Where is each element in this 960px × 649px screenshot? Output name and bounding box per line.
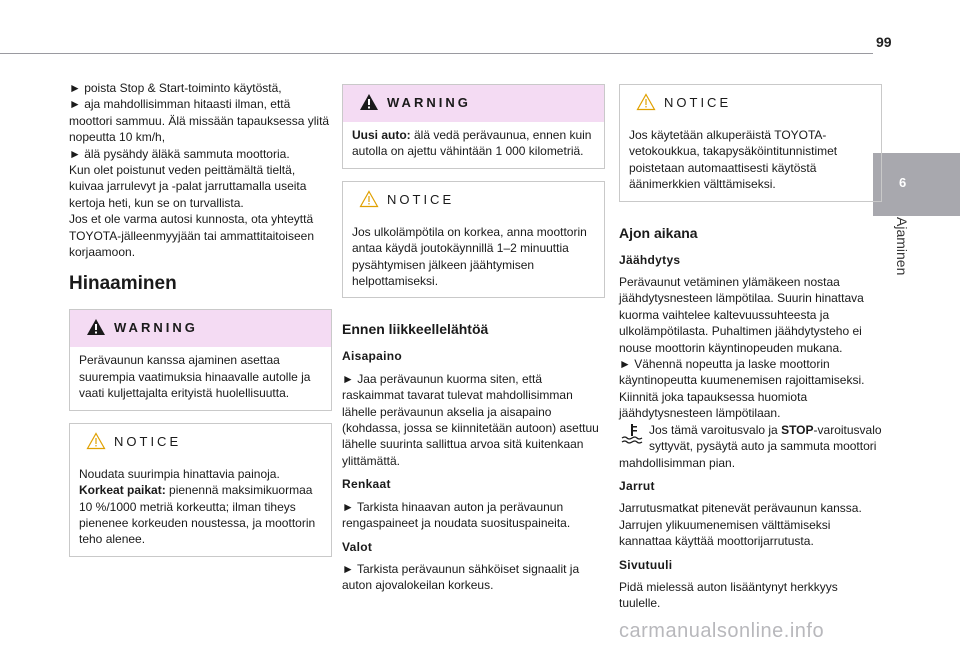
column-1 <box>69 80 332 569</box>
subsection-title: Sivutuuli <box>619 557 673 572</box>
notice-text-line: Noudata suurimpia hinattavia painoja. <box>79 466 280 481</box>
warning-box <box>342 84 605 169</box>
notice-text: Jos käytetään alkuperäistä TOYOTA-vetokoukkua, takapysäköintitunnistimet poistetaan automaattisesti käytöstä äänimerkkien välttämiseksi. <box>629 128 838 192</box>
subsection-text: Jarrutusmatkat pitenevät perävaunun kanssa. Jarrujen ylikuumenemisen välttämiseksi kannattaa käyttää moottorijarrutusta. <box>619 501 862 549</box>
subsection-text: Pidä mielessä auton lisääntynyt herkkyys tuulelle. <box>619 579 838 611</box>
chapter-label <box>880 217 930 297</box>
subsection-text: ► Vähennä nopeutta ja laske moottorin käyntinopeutta kuumenemisen rajoittamiseksi. Kiinnitä joka tapauksessa huomiota jäähdytysnesteen lämpötilaan. <box>619 357 865 421</box>
column-2 <box>342 84 605 594</box>
warning-bold: Uusi auto: <box>352 128 411 142</box>
warning-icon <box>86 318 106 336</box>
warning-light-text-rest: -varoitusvalo syttyvät, pysäytä auto ja sammuta moottori mahdollisimman pian. <box>619 422 882 470</box>
header-rule <box>0 53 873 54</box>
warning-text <box>343 122 604 160</box>
warning-title: WARNING <box>114 320 198 336</box>
notice-text <box>70 461 331 548</box>
warning-light-text: Jos tämä varoitusvalo ja <box>649 422 782 437</box>
chapter-title: Ajaminen <box>894 217 910 276</box>
notice-icon <box>86 432 106 450</box>
subsection-title: Jarrut <box>619 478 655 493</box>
intro-line: Jos et ole varma autosi kunnosta, ota yhteyttä TOYOTA-jälleenmyyjään tai ammattitaitoiseen korjaamoon. <box>69 212 314 260</box>
subsection-text: ► Tarkista perävaunun sähköiset signaalit ja auton ajovalokeilan korkeus. <box>342 561 580 593</box>
column-3 <box>619 84 882 612</box>
subsection-title: Valot <box>342 539 373 554</box>
warning-box <box>69 309 332 410</box>
subsection-title: Jäähdytys <box>619 252 681 267</box>
notice-icon <box>636 93 656 111</box>
warning-text-rest: älä vedä perävaunua, ennen kuin autolla on ajettu vähintään 1 000 kilometriä. <box>352 128 592 159</box>
notice-title: NOTICE <box>114 433 182 449</box>
intro-line: ► aja mahdollisimman hitaasti ilman, että moottori sammuu. Älä missään tapauksessa ylitä nopeutta 10 km/h, <box>69 97 330 145</box>
intro-line: ► poista Stop & Start-toiminto käytöstä, <box>69 81 282 95</box>
notice-title: NOTICE <box>387 191 455 207</box>
section-heading: Ajon aikana <box>619 224 698 241</box>
subsection-title: Aisapaino <box>342 349 403 364</box>
subsection-title: Renkaat <box>342 477 391 492</box>
subsection-text: Perävaunut vetäminen ylämäkeen nostaa jäähdytysnesteen lämpötilaa. Suurin hinattava kuorma vaihtelee kaltevuussuhteesta ja ulkolämpötilasta. Puhaltimen jäähdytysteho ei nouse moottorin käyntinopeuden mukana. <box>619 275 864 355</box>
notice-title: NOTICE <box>664 95 732 110</box>
notice-box <box>619 84 882 202</box>
notice-icon <box>359 190 379 208</box>
coolant-temperature-icon <box>619 422 645 444</box>
section-heading: Hinaaminen <box>69 273 177 295</box>
notice-text-rest: pienennä maksimikuormaa 10 %/1000 metriä korkeutta; ilman tiheys pienenee korkeuden noustessa, ja moottorin teho alenee. <box>79 483 316 547</box>
subsection-text: ► Tarkista hinaavan auton ja perävaunun rengaspaineet ja noudata suosituspaineita. <box>342 499 571 531</box>
watermark: carmanualsonline.info <box>619 620 825 642</box>
section-heading: Ennen liikkeellelähtöä <box>342 321 489 338</box>
stop-label: STOP <box>781 422 814 437</box>
warning-icon <box>359 93 379 111</box>
notice-box <box>342 181 605 299</box>
chapter-tab <box>873 153 960 216</box>
subsection-text: ► Jaa perävaunun kuorma siten, että raskaimmat tavarat tulevat mahdollisimman lähelle perävaunun akselia ja aisapaino (kohdassa, jossa se kiinnitetään autoon) asettuu lähelle suurinta sallittua arvoa sitä kuitenkaan ylittämättä. <box>342 371 599 468</box>
intro-line: ► älä pysähdy äläkä sammuta moottoria. <box>69 146 290 161</box>
page-number: 99 <box>876 34 892 50</box>
notice-text: Jos ulkolämpötila on korkea, anna moottorin antaa käydä joutokäynnillä 1–2 minuuttia pysähtymisen jälkeen jäähtymisen helpottamiseksi. <box>352 224 587 289</box>
notice-bold: Korkeat paikat: <box>79 483 166 498</box>
notice-box <box>69 423 332 557</box>
subsection-text <box>619 422 882 471</box>
warning-text: Perävaunun kanssa ajaminen asettaa suurempia vaatimuksia hinaavalle autolle ja vaati kuljettajalta erityistä huolellisuutta. <box>79 353 311 401</box>
intro-line: Kun olet poistunut veden peittämältä tieltä, kuivaa jarrulevyt ja -palat jarruttamalla useita kertoja heti, kun se on turvallista. <box>69 163 307 210</box>
chapter-number: 6 <box>899 175 907 190</box>
warning-title: WARNING <box>387 95 471 110</box>
